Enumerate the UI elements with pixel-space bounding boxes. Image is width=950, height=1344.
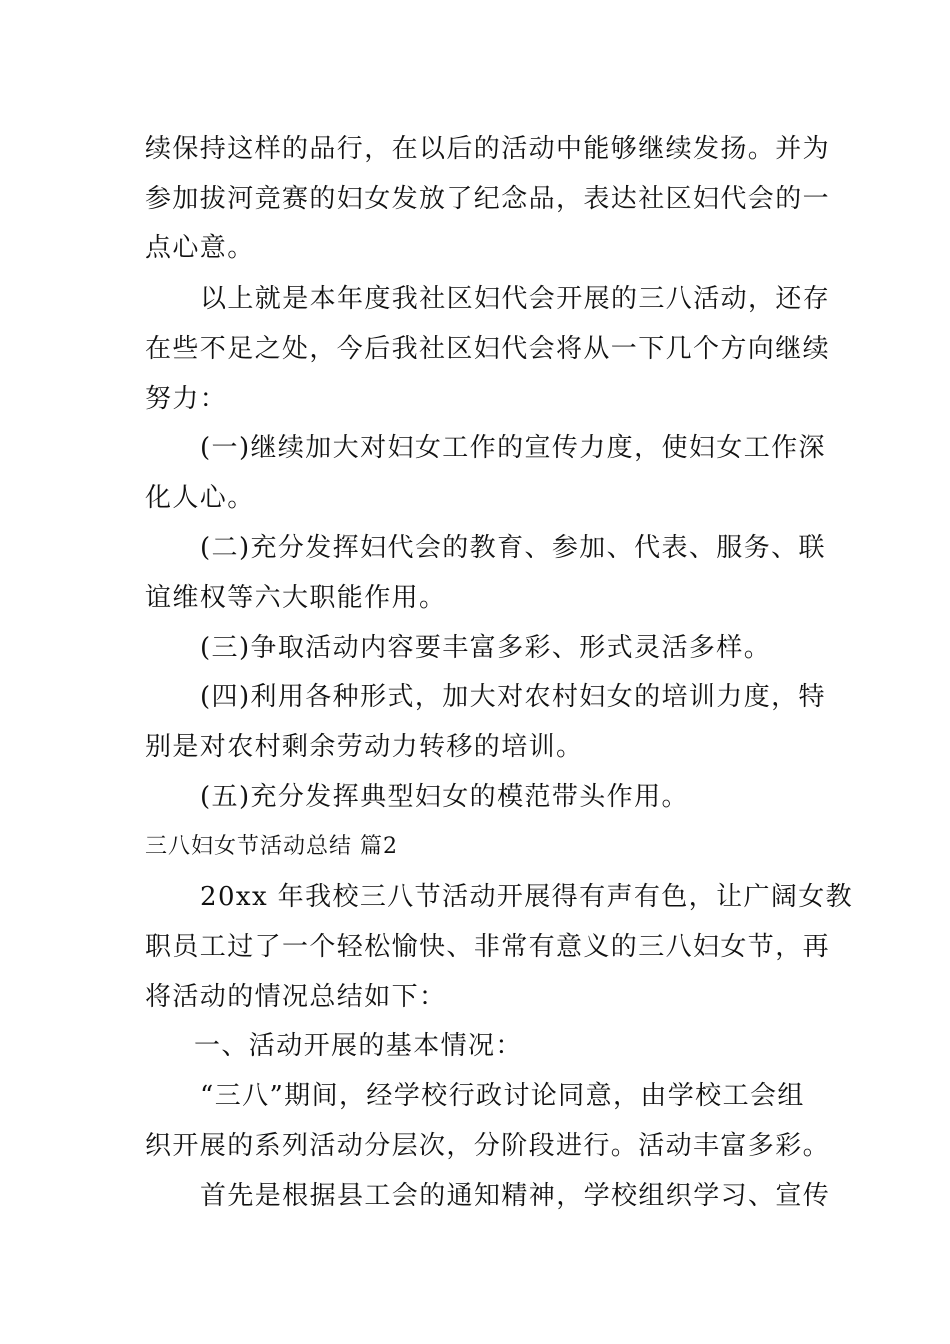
list-item-line: (一)继续加大对妇女工作的宣传力度，使妇女工作深: [200, 433, 826, 463]
list-item-line: 化人心。: [145, 483, 255, 513]
paragraph-line: 首先是根据县工会的通知精神，学校组织学习、宣传: [200, 1181, 831, 1211]
list-item-line: (三)争取活动内容要丰富多彩、形式灵活多样。: [200, 633, 772, 663]
paragraph-line: 将活动的情况总结如下：: [145, 982, 447, 1012]
list-item-line: (五)充分发挥典型妇女的模范带头作用。: [200, 782, 689, 812]
paragraph-line: 以上就是本年度我社区妇代会开展的三八活动，还存: [200, 284, 831, 314]
paragraph-line: 在些不足之处，今后我社区妇代会将从一下几个方向继续: [145, 334, 831, 364]
paragraph-line: “三八”期间，经学校行政讨论同意，由学校工会组: [200, 1081, 805, 1111]
list-item-line: (二)充分发挥妇代会的教育、参加、代表、服务、联: [200, 533, 826, 563]
paragraph-line: 续保持这样的品行，在以后的活动中能够继续发扬。并为: [145, 134, 831, 164]
list-item-line: (四)利用各种形式，加大对农村妇女的培训力度，特: [200, 682, 826, 712]
paragraph-line: 努力：: [145, 384, 228, 414]
list-item-line: 谊维权等六大职能作用。: [145, 583, 447, 613]
section-title: 三八妇女节活动总结 篇2: [145, 834, 398, 859]
subheading: 一、活动开展的基本情况：: [194, 1031, 523, 1061]
list-item-line: 别是对农村剩余劳动力转移的培训。: [145, 732, 584, 762]
paragraph-line: 20xx 年我校三八节活动开展得有声有色，让广阔女教: [200, 882, 854, 912]
paragraph-line: 织开展的系列活动分层次，分阶段进行。活动丰富多彩。: [145, 1131, 831, 1161]
paragraph-line: 参加拔河竞赛的妇女发放了纪念品，表达社区妇代会的一: [145, 184, 831, 214]
paragraph-line: 职员工过了一个轻松愉快、非常有意义的三八妇女节，再: [145, 932, 831, 962]
paragraph-line: 点心意。: [145, 233, 255, 263]
